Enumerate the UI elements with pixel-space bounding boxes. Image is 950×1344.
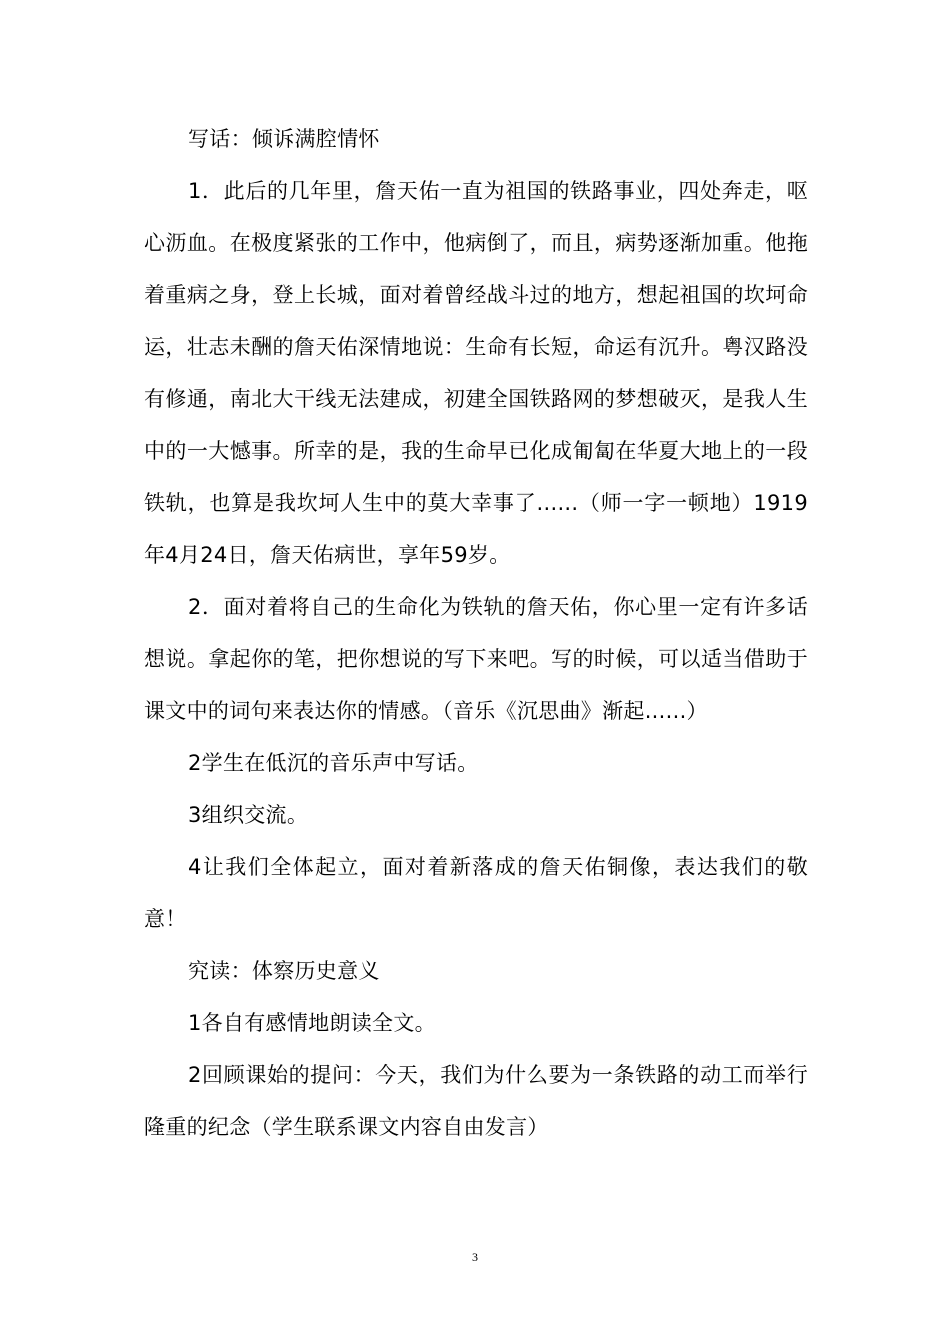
page-number: 3 [472, 1250, 478, 1264]
paragraph-step-4: 4让我们全体起立，面对着新落成的詹天佑铜像，表达我们的敬意！ [144, 855, 808, 931]
paragraph-writing-prompt: 2．面对着将自己的生命化为铁轨的詹天佑，你心里一定有许多话想说。拿起你的笔，把你想说的写下来吧。写的时候，可以适当借助于课文中的词句来表达你的情感。（音乐《沉思曲》渐起......） [144, 595, 808, 723]
paragraph-read-aloud: 1各自有感情地朗读全文。 [188, 1011, 436, 1035]
paragraph-step-2: 2学生在低沉的音乐声中写话。 [188, 751, 479, 775]
section-heading-writing: 写话：倾诉满腔情怀 [188, 127, 380, 151]
section-heading-reading: 究读：体察历史意义 [188, 959, 380, 983]
document-body [144, 113, 808, 1153]
paragraph-step-3: 3组织交流。 [188, 803, 309, 827]
paragraph-review-question: 2回顾课始的提问：今天，我们为什么要为一条铁路的动工而举行隆重的纪念（学生联系课文内容自由发言） [144, 1063, 808, 1139]
paragraph-zhan-tianyou-story: 1．此后的几年里，詹天佑一直为祖国的铁路事业，四处奔走，呕心沥血。在极度紧张的工作中，他病倒了，而且，病势逐渐加重。他拖着重病之身，登上长城，面对着曾经战斗过的地方，想起祖国的坎坷命运，壮志未酬的詹天佑深情地说：生命有长短，命运有沉升。粤汉路没有修通，南北大干线无法建成，初建全国铁路网的梦想破灭，是我人生中的一大憾事。所幸的是，我的生命早已化成匍匐在华夏大地上的一段铁轨，也算是我坎坷人生中的莫大幸事了......（师一字一顿地）1919年4月24日，詹天佑病世，享年59岁。 [144, 179, 808, 567]
